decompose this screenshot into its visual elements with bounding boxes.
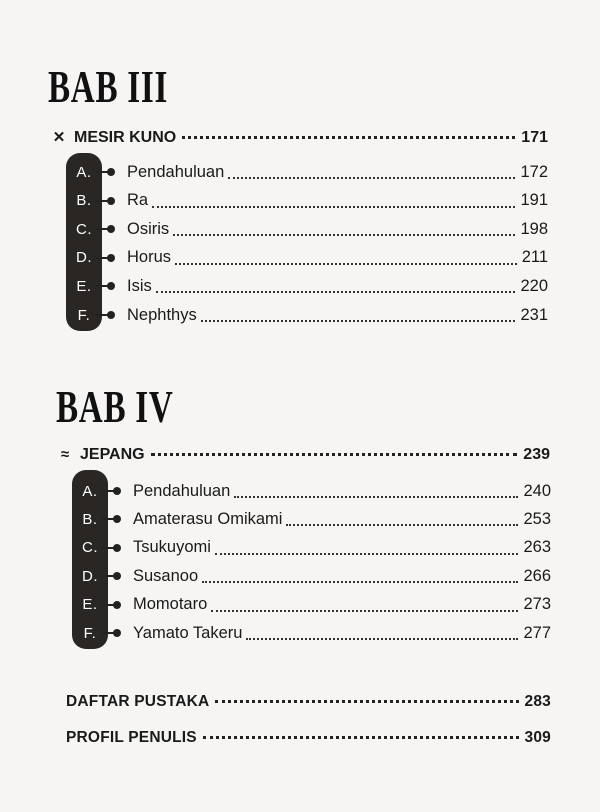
- toc-entry-row[interactable]: [66, 301, 548, 329]
- entry-page: 220: [520, 276, 548, 295]
- cancer-icon: ✕: [52, 129, 66, 146]
- profil-penulis-title: PROFIL PENULIS: [66, 729, 197, 746]
- toc-entry-row[interactable]: [72, 534, 551, 562]
- bullet-connector-icon: [102, 604, 118, 606]
- entry-title: Yamato Takeru: [133, 623, 243, 642]
- entry-title: Isis: [127, 276, 152, 295]
- aquarius-icon: ≈: [60, 446, 70, 463]
- entry-letter: D.: [76, 249, 92, 267]
- bullet-connector-icon: [102, 632, 118, 634]
- bullet-connector-icon: [96, 285, 112, 287]
- chapter-4-title: JEPANG: [80, 446, 145, 463]
- entry-letter: D.: [82, 567, 98, 585]
- entry-page: 191: [520, 191, 548, 210]
- toc-entry-row[interactable]: [66, 244, 548, 272]
- entry-title: Pendahuluan: [133, 481, 231, 500]
- dot-leader: [152, 206, 515, 208]
- entry-letter: B.: [82, 510, 98, 528]
- dot-leader: [211, 610, 518, 612]
- toc-entry-row[interactable]: [72, 505, 551, 533]
- entry-page: 253: [523, 509, 551, 528]
- dot-leader: [173, 234, 515, 236]
- entry-title: Ra: [127, 191, 149, 210]
- dot-leader: [215, 553, 518, 555]
- entry-page: 266: [523, 566, 551, 585]
- chapter-4-page: 239: [523, 446, 550, 463]
- toc-entry-row[interactable]: [72, 477, 551, 505]
- bullet-connector-icon: [96, 257, 112, 259]
- chapter-3-page: 171: [521, 129, 548, 146]
- chapter-3-row[interactable]: [50, 128, 548, 147]
- chapter-3-title: MESIR KUNO: [74, 129, 177, 146]
- entry-letter: F.: [77, 306, 91, 324]
- dot-leader: [202, 581, 518, 583]
- entry-page: 240: [523, 481, 551, 500]
- entry-letter: A.: [82, 482, 98, 500]
- entry-page: 211: [521, 248, 548, 267]
- entry-letter: F.: [83, 624, 97, 642]
- dot-leader: [182, 136, 515, 139]
- entry-page: 277: [523, 623, 551, 642]
- dot-leader: [234, 496, 518, 498]
- dot-leader: [246, 638, 518, 640]
- bullet-connector-icon: [102, 547, 118, 549]
- dot-leader: [228, 177, 515, 179]
- toc-entry-row[interactable]: [72, 619, 551, 647]
- bullet-connector-icon: [96, 314, 112, 316]
- bullet-connector-icon: [96, 228, 112, 230]
- dot-leader: [175, 263, 517, 265]
- entry-page: 263: [523, 538, 551, 557]
- dot-leader: [201, 320, 515, 322]
- entry-title: Pendahuluan: [127, 162, 225, 181]
- toc-entry-row[interactable]: [66, 272, 548, 300]
- toc-entry-row[interactable]: [72, 562, 551, 590]
- entry-title: Amaterasu Omikami: [133, 509, 283, 528]
- entry-page: 198: [520, 219, 548, 238]
- bullet-connector-icon: [96, 171, 112, 173]
- entry-page: 273: [523, 595, 551, 614]
- entry-letter: C.: [76, 220, 92, 238]
- entry-title: Horus: [127, 248, 172, 267]
- toc-entry-row[interactable]: [66, 187, 548, 215]
- entry-title: Osiris: [127, 219, 170, 238]
- entry-letter: C.: [82, 539, 98, 557]
- dot-leader: [215, 700, 518, 703]
- entry-letter: A.: [76, 163, 92, 181]
- entry-letter: B.: [76, 192, 92, 210]
- dot-leader: [286, 524, 518, 526]
- chapter-4-row[interactable]: [56, 446, 550, 464]
- daftar-pustaka-row[interactable]: [66, 693, 551, 711]
- toc-entry-row[interactable]: [66, 158, 548, 186]
- bullet-connector-icon: [102, 518, 118, 520]
- bab-4-heading: BAB IV: [56, 381, 174, 432]
- bullet-connector-icon: [96, 200, 112, 202]
- dot-leader: [151, 453, 518, 456]
- entry-page: 172: [520, 162, 548, 181]
- profil-penulis-page: 309: [524, 729, 551, 746]
- daftar-pustaka-title: DAFTAR PUSTAKA: [66, 693, 210, 710]
- entry-title: Nephthys: [127, 305, 197, 324]
- dot-leader: [203, 736, 519, 739]
- dot-leader: [156, 291, 515, 293]
- entry-title: Tsukuyomi: [133, 538, 211, 557]
- entry-page: 231: [520, 305, 548, 324]
- entry-letter: E.: [82, 596, 98, 614]
- bullet-connector-icon: [102, 575, 118, 577]
- bullet-connector-icon: [102, 490, 118, 492]
- bab-3-heading: BAB III: [48, 61, 169, 112]
- profil-penulis-row[interactable]: [66, 729, 551, 747]
- entry-letter: E.: [76, 277, 92, 295]
- toc-entry-row[interactable]: [72, 591, 551, 619]
- toc-entry-row[interactable]: [66, 215, 548, 243]
- entry-title: Momotaro: [133, 595, 208, 614]
- entry-title: Susanoo: [133, 566, 199, 585]
- daftar-pustaka-page: 283: [524, 693, 551, 710]
